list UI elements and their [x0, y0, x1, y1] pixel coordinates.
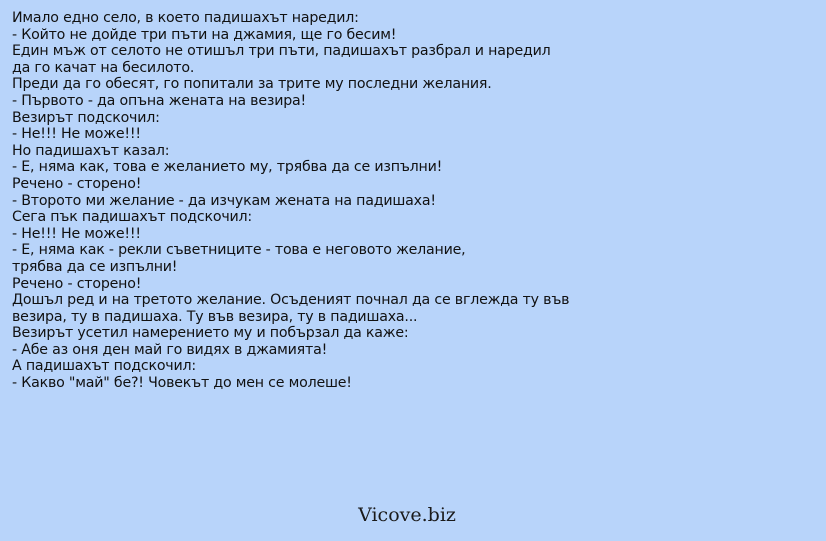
joke-line: Везирът усетил намерението му и побързал да каже: — [12, 325, 409, 342]
joke-line: Речено - сторено! — [12, 275, 142, 292]
joke-line: - Второто ми желание - да изчукам жената на падишаха! — [12, 192, 436, 209]
joke-line: трябва да се изпълни! — [12, 258, 178, 275]
joke-line: Дошъл ред и на третото желание. Осъденият почнал да се вглежда ту във — [12, 292, 570, 309]
joke-line: Имало едно село, в което падишахът наредил: — [12, 10, 359, 26]
joke-line: - Е, няма как, това е желанието му, трябва да се изпълни! — [12, 159, 443, 176]
joke-line: Но падишахът казал: — [12, 142, 170, 159]
joke-text — [12, 10, 812, 392]
joke-line: А падишахът подскочил: — [12, 358, 196, 375]
joke-line: - Който не дойде три пъти на джамия, ще го бесим! — [12, 26, 397, 43]
joke-line: - Абе аз оня ден май го видях в джамията! — [12, 341, 328, 358]
joke-line: - Е, няма как - рекли съветниците - това е неговото желание, — [12, 242, 466, 259]
joke-line: везира, ту в падишаха. Ту във везира, ту в падишаха... — [12, 308, 418, 325]
joke-line: Сега пък падишахът подскочил: — [12, 209, 253, 226]
joke-line: Речено - сторено! — [12, 175, 142, 192]
joke-line: Везирът подскочил: — [12, 109, 160, 126]
joke-line: да го качат на бесилото. — [12, 59, 195, 76]
joke-line: Един мъж от селото не отишъл три пъти, падишахът разбрал и наредил — [12, 43, 551, 60]
joke-line: - Първото - да опъна жената на везира! — [12, 92, 306, 109]
joke-line: - Не!!! Не може!!! — [12, 225, 141, 242]
joke-line: Преди да го обесят, го попитали за трите му последни желания. — [12, 76, 492, 93]
joke-line: - Какво "май" бе?! Човекът до мен се молеше! — [12, 375, 352, 392]
joke-line: - Не!!! Не може!!! — [12, 126, 141, 143]
site-watermark: Vicove.biz — [358, 504, 456, 526]
